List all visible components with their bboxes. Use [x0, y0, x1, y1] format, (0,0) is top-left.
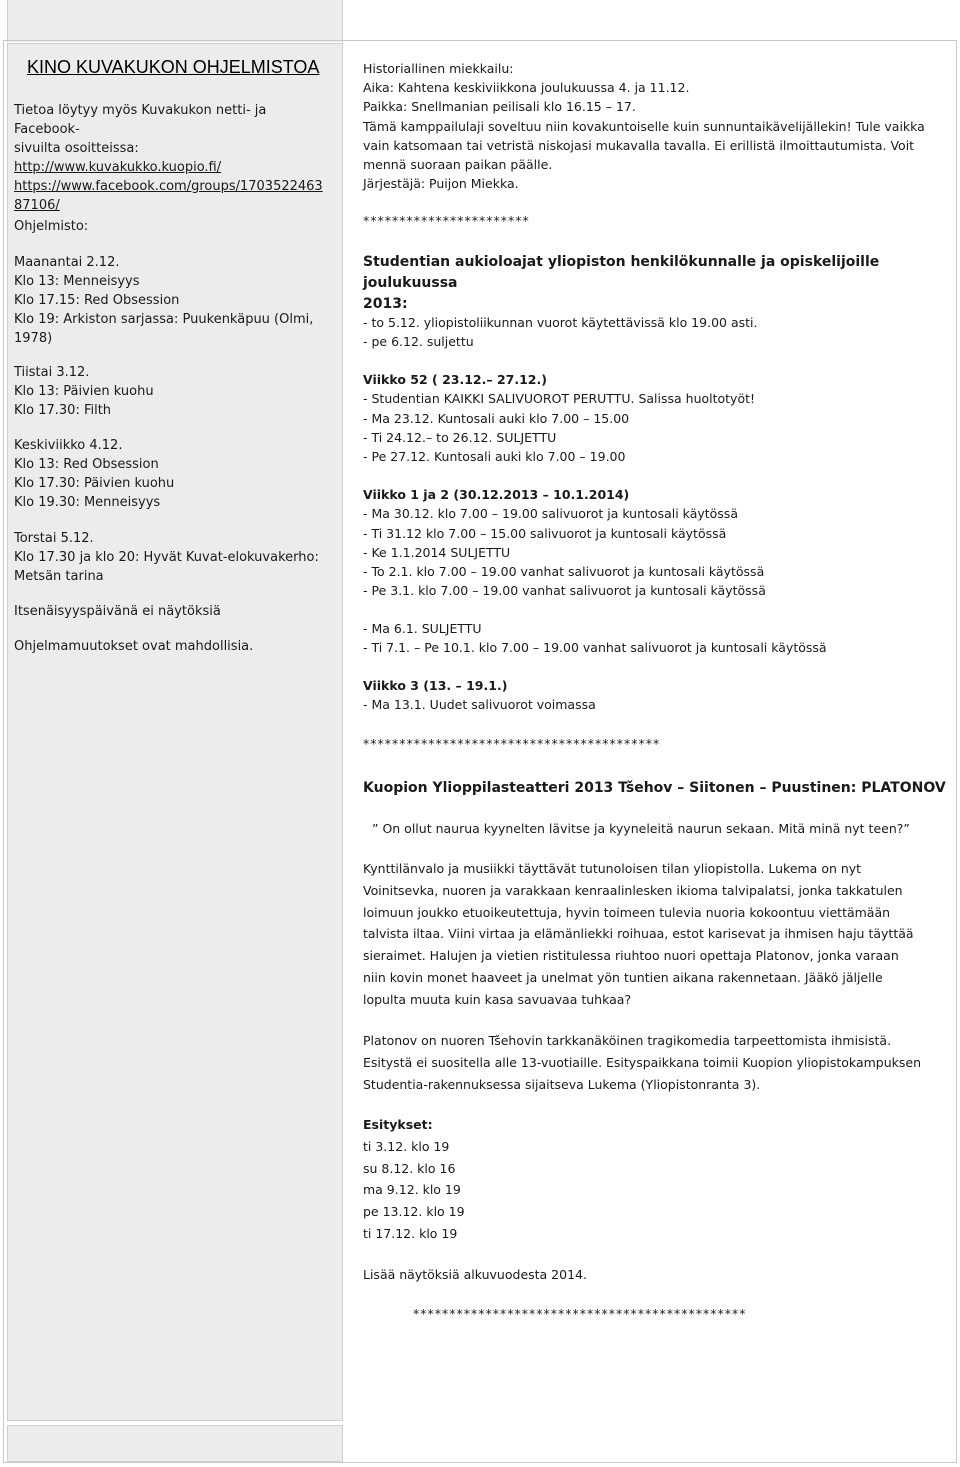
theatre-quote: ” On ollut naurua kyynelten lävitse ja kyyneleitä naurun sekaan. Mitä minä nyt teen?”: [372, 821, 910, 836]
sidebar-top-tab: [7, 0, 343, 42]
studentia-heading: Studentian aukioloajat yliopiston henkilökunnalle ja opiskelijoille joulukuussa 2013:: [363, 254, 880, 312]
fencing-line: Järjestäjä: Puijon Miekka.: [363, 176, 519, 192]
program-item: Klo 19.30: Menneisyys: [14, 495, 161, 510]
fencing-line: Tämä kamppailulaji soveltuu niin kovakuntoiselle kuin sunnuntaikävelijällekin! Tule vaikka: [363, 118, 925, 134]
fencing-line: Paikka: Snellmanian peilisali klo 16.15 – 17.: [363, 99, 636, 115]
program-item: Klo 17.30: Filth: [14, 403, 112, 418]
program-item: Metsän tarina: [14, 569, 104, 584]
program-heading: Ohjelmisto:: [14, 219, 89, 234]
sidebar-footer-box: [7, 1425, 343, 1462]
schedule-line: - Ti 24.12.– to 26.12. SULJETTU: [363, 429, 557, 445]
schedule-line: - Ma 30.12. klo 7.00 – 19.00 salivuorot ja kuntosali käytössä: [363, 506, 738, 522]
studentia-intro: [363, 313, 953, 352]
schedule-line: - To 2.1. klo 7.00 – 19.00 vanhat salivuorot ja kuntosali käytössä: [363, 564, 765, 580]
day-wednesday: [14, 436, 336, 512]
schedule-line: - Ma 6.1. SULJETTU: [363, 621, 482, 636]
sidebar-title: KINO KUVAKUKON OHJELMISTOA: [27, 57, 320, 77]
schedule-line: - Studentian KAIKKI SALIVUOROT PERUTTU. Salissa huoltotyöt!: [363, 391, 756, 407]
fencing-line: mennä suoraan paikan päälle.: [363, 157, 553, 173]
week-title: Viikko 52 ( 23.12.– 27.12.): [363, 372, 547, 387]
program-item: Klo 17.30 ja klo 20: Hyvät Kuvat-elokuvakerho:: [14, 550, 319, 565]
fencing-line: vain katsomaan tai vetristä niskojasi mukavalla tavalla. Ei erillistä ilmoittautumista. Voit: [363, 137, 915, 153]
facebook-link[interactable]: https://www.facebook.com/groups/1703522463 87106/: [14, 179, 323, 213]
program-item: Klo 17.30: Päivien kuohu: [14, 476, 175, 491]
shows-heading: Esitykset:: [363, 1117, 433, 1132]
schedule-line: - to 5.12. yliopistoliikunnan vuorot käytettävissä klo 19.00 asti.: [363, 315, 758, 330]
changes-note: Ohjelmamuutokset ovat mahdollisia.: [14, 639, 254, 654]
more-shows-note: Lisää näytöksiä alkuvuodesta 2014.: [363, 1267, 587, 1282]
day-title: Tiistai 3.12.: [14, 365, 90, 380]
theatre-info: Platonov on nuoren Tšehovin tarkkanäköinen tragikomedia tarpeettomista ihmisistä. Esitystä ei suositella alle 13-vuotiaille. Esityspaikkana toimii Kuopion yliopistokampuksen Studentia-rakennuksessa sijaitseva Lukema (Yliopistonranta 3).: [363, 1033, 921, 1092]
week1-block: [363, 485, 953, 601]
sidebar-intro: [14, 101, 336, 215]
day-title: Keskiviikko 4.12.: [14, 438, 123, 453]
separator-stars: **********************************************: [413, 1306, 747, 1321]
program-item: Klo 13: Päivien kuohu: [14, 384, 154, 399]
independence-note: Itsenäisyyspäivänä ei näytöksiä: [14, 604, 221, 619]
fencing-section: [363, 59, 953, 193]
schedule-line: - Ti 7.1. – Pe 10.1. klo 7.00 – 19.00 vanhat salivuorot ja kuntosali käytössä: [363, 640, 827, 656]
day-monday: [14, 253, 336, 348]
day-title: Maanantai 2.12.: [14, 255, 120, 270]
program-item: Klo 19: Arkiston sarjassa: Puukenkäpuu (Olmi,: [14, 312, 314, 327]
week52-block: [363, 370, 953, 466]
day-thursday: [14, 529, 336, 586]
day-title: Torstai 5.12.: [14, 531, 94, 546]
program-item: Klo 17.15: Red Obsession: [14, 293, 180, 308]
theatre-heading: Kuopion Ylioppilasteatteri 2013 Tšehov – Siitonen – Puustinen: PLATONOV: [363, 780, 946, 796]
show-date: ma 9.12. klo 19: [363, 1182, 461, 1198]
show-date: su 8.12. klo 16: [363, 1160, 456, 1176]
program-item: Klo 13: Red Obsession: [14, 457, 159, 472]
intro-line: sivuilta osoitteissa:: [14, 141, 139, 156]
program-item: Klo 13: Menneisyys: [14, 274, 140, 289]
show-date: ti 3.12. klo 19: [363, 1138, 450, 1154]
schedule-line: - Ma 13.1. Uudet salivuorot voimassa: [363, 697, 596, 713]
schedule-line: - Ke 1.1.2014 SULJETTU: [363, 544, 511, 560]
fencing-line: Aika: Kahtena keskiviikkona joulukuussa 4. ja 11.12.: [363, 80, 690, 96]
theatre-shows: [363, 1114, 953, 1245]
theatre-description: Kynttilänvalo ja musiikki täyttävät tutunoloisen tilan yliopistolla. Lukema on nyt Voinitsevka, nuoren ja varakkaan kenraalinlesken ikioma talvipalatsi, jonka takkatulen loimuun joukko etuoikeutettuja, hyvin toimeen tulevia nuoria kokoontuu viettämään talvista iltaa. Viini virtaa ja elämänliekki roihuaa, estot karisevat ja ihmisen haju täyttää sieraimet. Halujen ja vietien ristitulessa riuhtoo nuori opettaja Platonov, jonka varaan niin kovin monet haaveet ja unelmat yön tuntien aikana rakennetaan. Jääkö jäljelle lopulta muuta kuin kasa savuavaa tuhkaa?: [363, 861, 914, 1007]
week-title: Viikko 3 (13. – 19.1.): [363, 678, 508, 693]
schedule-line: - Ti 31.12 klo 7.00 – 15.00 salivuorot ja kuntosali käytössä: [363, 525, 727, 541]
intro-line: Tietoa löytyy myös Kuvakukon netti- ja Facebook-: [14, 103, 267, 137]
kuvakukko-link[interactable]: http://www.kuvakukko.kuopio.fi/: [14, 160, 222, 175]
schedule-line: - Pe 3.1. klo 7.00 – 19.00 vanhat salivuorot ja kuntosali käytössä: [363, 583, 766, 599]
show-date: pe 13.12. klo 19: [363, 1204, 465, 1220]
schedule-line: - pe 6.12. suljettu: [363, 334, 474, 350]
week3-block: [363, 676, 953, 715]
week-title: Viikko 1 ja 2 (30.12.2013 – 10.1.2014): [363, 487, 630, 502]
week2-block: [363, 619, 953, 658]
separator-stars: *****************************************: [363, 736, 661, 751]
separator-stars: ***********************: [363, 213, 530, 228]
schedule-line: - Ma 23.12. Kuntosali auki klo 7.00 – 15.00: [363, 410, 630, 426]
show-date: ti 17.12. klo 19: [363, 1225, 458, 1241]
sidebar-box: [7, 43, 343, 1421]
program-item: 1978): [14, 331, 53, 346]
fencing-title: Historiallinen miekkailu:: [363, 61, 514, 76]
day-tuesday: [14, 363, 336, 420]
schedule-line: - Pe 27.12. Kuntosali auki klo 7.00 – 19.00: [363, 449, 626, 465]
